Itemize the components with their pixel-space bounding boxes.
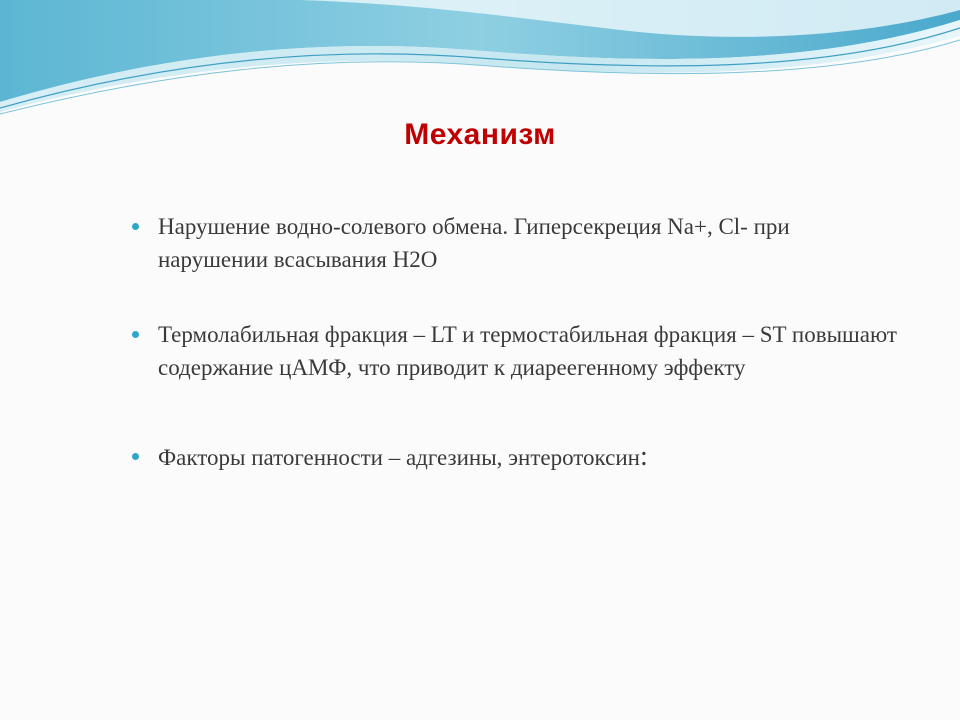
bullet-text: Факторы патогенности – адгезины, энтеротоксин	[158, 445, 640, 470]
bullet-dot-icon	[132, 453, 139, 460]
bullet-dot-icon	[132, 331, 139, 338]
bullet-dot-icon	[132, 223, 139, 230]
bullet-item	[128, 318, 898, 384]
header-wave-decoration	[0, 0, 960, 120]
bullet-text: Нарушение водно-солевого обмена. Гиперсекреция Na+, Cl- при нарушении всасывания H2O	[158, 214, 790, 272]
bullet-item	[128, 440, 898, 474]
bullet-item	[128, 210, 898, 276]
bullet-list	[128, 210, 898, 474]
slide-title: Механизм	[404, 118, 556, 151]
bullet-suffix: :	[639, 441, 648, 472]
bullet-text: Термолабильная фракция – LT и термостабильная фракция – ST повышают содержание цАМФ, что приводит к диареегенному эффекту	[158, 322, 897, 380]
